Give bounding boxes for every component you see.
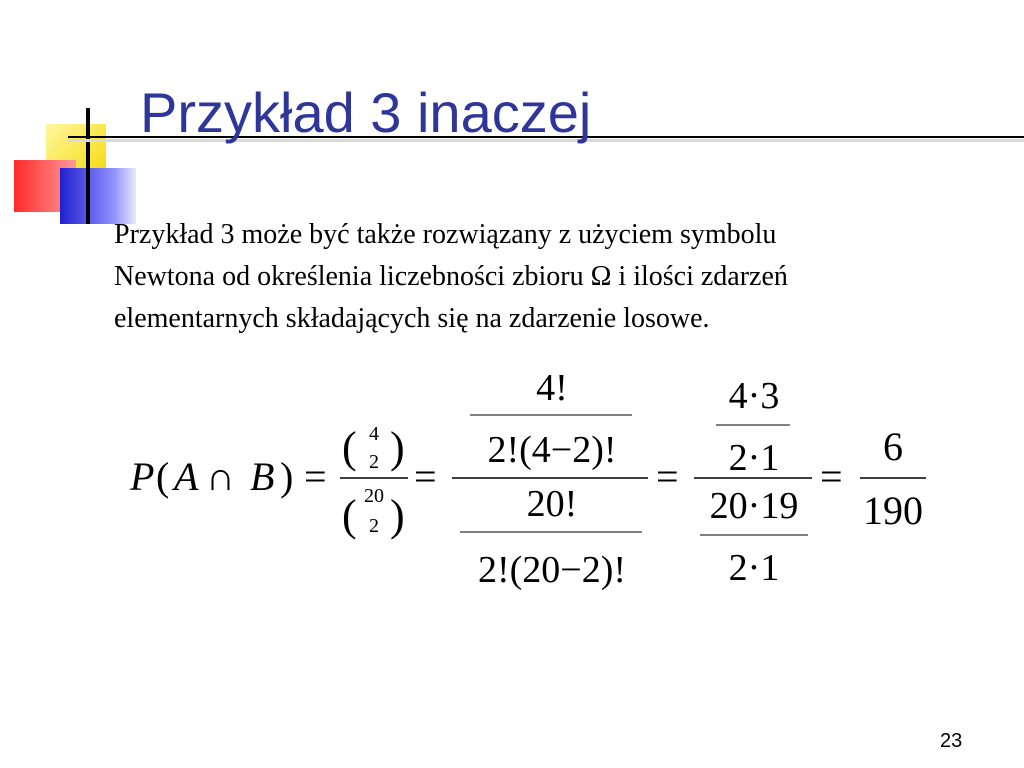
lhs-cap: ∩	[206, 454, 235, 499]
lhs-p: P	[130, 454, 155, 499]
fact-bottom-den: 2!(20−2)!	[477, 549, 627, 591]
lhs-b: B	[250, 454, 275, 499]
binom-bottom-n: 20	[364, 485, 384, 507]
equals-1: =	[304, 454, 327, 499]
body-line-1: Przykład 3 może być także rozwiązany z użyciem symbolu	[114, 219, 777, 250]
binom-top-left-paren: (	[342, 423, 357, 472]
binom-bottom-right-paren: )	[390, 491, 405, 540]
binom-bottom-k: 2	[369, 515, 379, 537]
body-line-2: Newtona od określenia liczebności zbioru Ω i ilości zdarzeń	[114, 261, 788, 292]
prod-top-den: 2·1	[728, 437, 780, 479]
prod-top-num: 4·3	[728, 375, 780, 417]
fact-top-num: 4!	[536, 367, 568, 409]
body-line-3: elementarnych składających się na zdarzenie losowe.	[114, 303, 710, 334]
result-num: 6	[883, 424, 903, 469]
binom-top-right-paren: )	[390, 423, 405, 472]
fact-bottom-num: 20!	[526, 483, 578, 525]
lhs-open-paren: (	[156, 454, 170, 499]
result-den: 190	[863, 488, 923, 533]
binom-bottom-left-paren: (	[342, 491, 357, 540]
equals-3: =	[656, 454, 679, 499]
equals-4: =	[820, 454, 843, 499]
equals-2: =	[414, 454, 437, 499]
lhs-close-paren: )	[280, 454, 294, 499]
prod-bottom-den: 2·1	[728, 547, 780, 589]
page-number: 23	[940, 730, 963, 752]
fact-top-den: 2!(4−2)!	[487, 429, 617, 471]
lhs-a: A	[174, 454, 199, 499]
slide-title: Przykład 3 inaczej	[140, 81, 592, 144]
binom-top-n: 4	[369, 423, 379, 445]
prod-bottom-num: 20·19	[709, 485, 799, 527]
binom-top-k: 2	[369, 451, 379, 473]
